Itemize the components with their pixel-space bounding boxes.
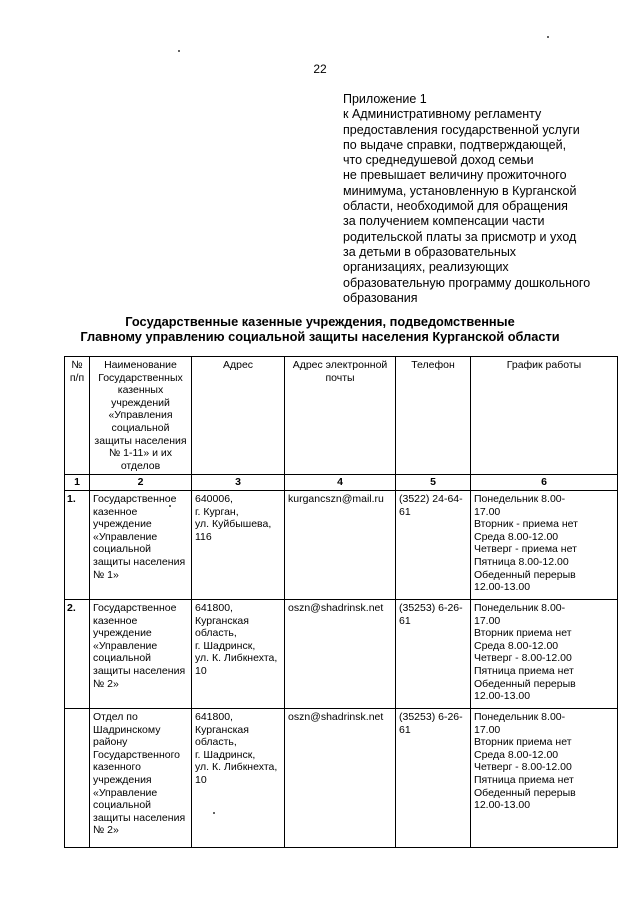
header-cell: График работы xyxy=(471,357,618,475)
cell-name: Государственное казенное учреждение «Управление социальной защиты населения № 1» xyxy=(90,490,192,599)
cell-num: 1. xyxy=(65,490,90,599)
page-number: 22 xyxy=(313,62,327,76)
header-cell: № п/п xyxy=(65,357,90,475)
appendix-line: минимума, установленную в Курганской xyxy=(343,183,577,198)
column-number-row xyxy=(65,475,618,491)
cell-schedule: Понедельник 8.00- 17.00 Вторник приема нет Среда 8.00-12.00 Четверг - 8.00-12.00 Пятница приема нет Обеденный перерыв 12.00-13.00 xyxy=(471,599,618,708)
cell-num: 2. xyxy=(65,599,90,708)
scan-speck xyxy=(178,50,180,52)
scan-speck xyxy=(213,812,215,814)
column-number: 2 xyxy=(90,475,192,491)
appendix-line: родительской платы за присмотр и уход xyxy=(343,229,577,244)
column-number: 5 xyxy=(396,475,471,491)
cell-name: Отдел по Шадринскому району Государственного казенного учреждения «Управление социальной защиты населения № 2» xyxy=(90,708,192,847)
scan-speck xyxy=(169,505,171,507)
cell-address: 640006, г. Курган, ул. Куйбышева, 116 xyxy=(192,490,285,599)
appendix-line: что среднедушевой доход семьи xyxy=(343,153,534,168)
appendix-note xyxy=(343,92,633,306)
column-number: 3 xyxy=(192,475,285,491)
table-row xyxy=(65,599,618,708)
header-cell: Наименование Государственных казенных учреждений «Управления социальной защиты населения № 1-11» и их отделов xyxy=(90,357,192,475)
appendix-line: образования xyxy=(343,290,418,305)
header-cell: Телефон xyxy=(396,357,471,475)
scan-speck xyxy=(547,36,549,38)
appendix-line: Приложение 1 xyxy=(343,92,427,106)
header-cell: Адрес xyxy=(192,357,285,475)
cell-name: Государственное казенное учреждение «Управление социальной защиты населения № 2» xyxy=(90,599,192,708)
cell-phone: (35253) 6-26- 61 xyxy=(396,599,471,708)
document-title xyxy=(0,314,640,344)
cell-schedule: Понедельник 8.00- 17.00 Вторник - приема нет Среда 8.00-12.00 Четверг - приема нет Пятница 8.00-12.00 Обеденный перерыв 12.00-13.00 xyxy=(471,490,618,599)
cell-phone: (3522) 24-64- 61 xyxy=(396,490,471,599)
appendix-line: предоставления государственной услуги xyxy=(343,122,580,137)
appendix-line: организациях, реализующих xyxy=(343,260,509,275)
appendix-line: образовательную программу дошкольного xyxy=(343,275,591,290)
column-number: 6 xyxy=(471,475,618,491)
cell-num xyxy=(65,708,90,847)
appendix-line: к Административному регламенту xyxy=(343,107,542,122)
title-line: Государственные казенные учреждения, подведомственные xyxy=(125,314,515,329)
cell-email: kurgancszn@mail.ru xyxy=(285,490,396,599)
header-row xyxy=(65,357,618,475)
title-line: Главному управлению социальной защиты населения Курганской области xyxy=(80,329,560,344)
appendix-line: не превышает величину прожиточного xyxy=(343,168,567,183)
appendix-line: по выдаче справки, подтверждающей, xyxy=(343,137,567,152)
cell-email: oszn@shadrinsk.net xyxy=(285,599,396,708)
column-number: 4 xyxy=(285,475,396,491)
cell-email: oszn@shadrinsk.net xyxy=(285,708,396,847)
column-number: 1 xyxy=(65,475,90,491)
cell-schedule: Понедельник 8.00- 17.00 Вторник приема нет Среда 8.00-12.00 Четверг - 8.00-12.00 Пятница приема нет Обеденный перерыв 12.00-13.00 xyxy=(471,708,618,847)
appendix-line: за детьми в образовательных xyxy=(343,244,517,259)
cell-address: 641800, Курганская область, г. Шадринск, ул. К. Либкнехта, 10 xyxy=(192,708,285,847)
header-cell: Адрес электронной почты xyxy=(285,357,396,475)
appendix-line: за получением компенсации части xyxy=(343,214,545,229)
table-row xyxy=(65,708,618,847)
cell-address: 641800, Курганская область, г. Шадринск, ул. К. Либкнехта, 10 xyxy=(192,599,285,708)
table-row xyxy=(65,490,618,599)
appendix-line: области, необходимой для обращения xyxy=(343,199,568,214)
table-body xyxy=(65,490,618,847)
cell-phone: (35253) 6-26- 61 xyxy=(396,708,471,847)
institutions-table xyxy=(64,356,618,848)
